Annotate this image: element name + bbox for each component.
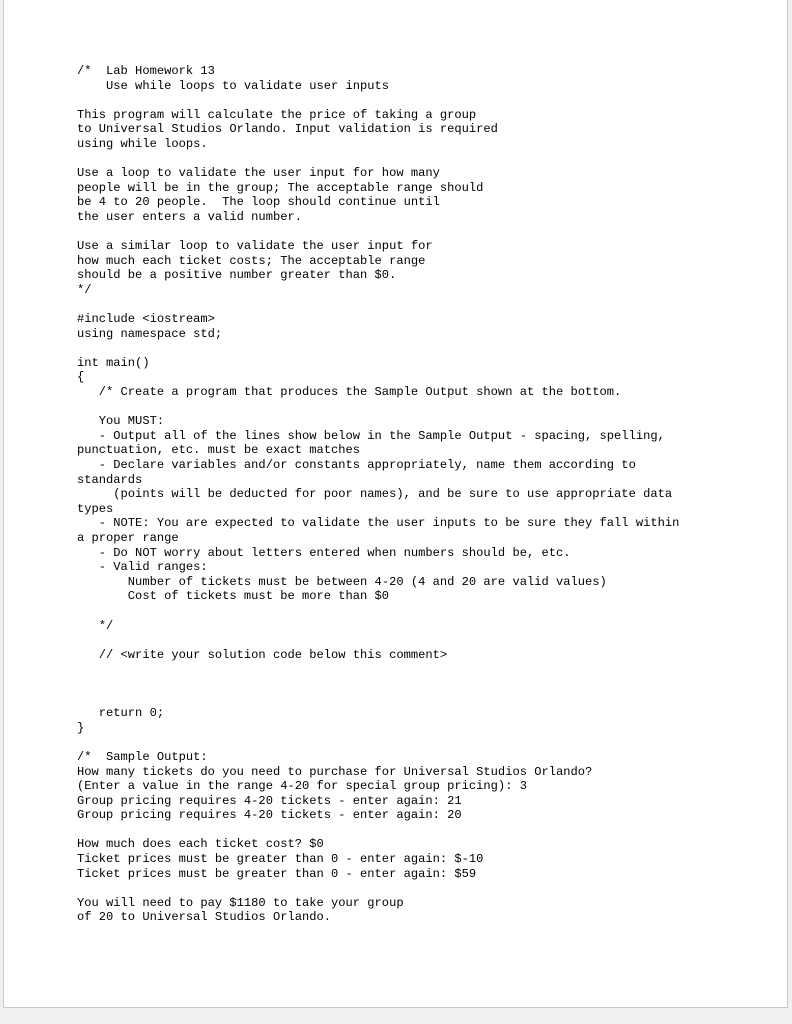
code-line: using namespace std; — [77, 326, 223, 341]
code-line: be 4 to 20 people. The loop should continue until — [77, 195, 440, 210]
code-line: Group pricing requires 4-20 tickets - enter again: 20 — [77, 808, 462, 823]
code-line: Group pricing requires 4-20 tickets - enter again: 21 — [77, 793, 462, 808]
code-line: a proper range — [77, 531, 179, 545]
code-line: How many tickets do you need to purchase for Universal Studios Orlando? — [77, 764, 593, 779]
code-line — [77, 735, 679, 750]
code-line: Use a loop to validate the user input for how many — [77, 166, 440, 181]
code-line: - Do NOT worry about letters entered when numbers should be, etc. — [77, 545, 571, 560]
code-line: This program will calculate the price of taking a group — [77, 107, 477, 122]
code-line — [77, 604, 679, 619]
code-line: punctuation, etc. must be exact matches — [77, 443, 361, 458]
code-line: You MUST: — [77, 414, 165, 429]
code-text-block — [77, 64, 679, 925]
code-line: /* Sample Output: — [77, 749, 208, 764]
code-line: - Output all of the lines show below in the Sample Output - spacing, spelling, — [77, 428, 665, 443]
code-line — [77, 400, 679, 415]
code-line: to Universal Studios Orlando. Input validation is required — [77, 122, 498, 137]
code-line: #include <iostream> — [77, 312, 215, 327]
code-line: /* Create a program that produces the Sample Output shown at the bottom. — [77, 385, 622, 400]
code-line: Ticket prices must be greater than 0 - enter again: $59 — [77, 866, 477, 881]
code-line: using while loops. — [77, 136, 208, 151]
code-line: Ticket prices must be greater than 0 - enter again: $-10 — [77, 852, 484, 867]
code-line: - Declare variables and/or constants appropriately, name them according to — [77, 458, 636, 473]
code-line — [77, 881, 679, 896]
code-line — [77, 662, 679, 677]
code-line: of 20 to Universal Studios Orlando. — [77, 910, 332, 925]
code-line: - Valid ranges: — [77, 560, 208, 575]
code-line: // <write your solution code below this comment> — [77, 647, 448, 662]
code-line — [77, 823, 679, 838]
code-line — [77, 225, 679, 240]
code-line: (points will be deducted for poor names), and be sure to use appropriate data — [77, 487, 673, 502]
code-line — [77, 692, 679, 707]
code-line: Use a similar loop to validate the user input for — [77, 239, 433, 254]
code-line: { — [77, 370, 85, 385]
code-line: How much does each ticket cost? $0 — [77, 837, 324, 852]
code-line: - NOTE: You are expected to validate the user inputs to be sure they fall within — [77, 516, 680, 531]
code-line: */ — [77, 282, 92, 297]
code-line: should be a positive number greater than $0. — [77, 268, 397, 283]
code-line: Use while loops to validate user inputs — [77, 78, 390, 93]
code-line: return 0; — [77, 706, 165, 721]
code-line: the user enters a valid number. — [77, 209, 302, 224]
code-line — [77, 341, 679, 356]
code-line — [77, 633, 679, 648]
code-line — [77, 152, 679, 167]
code-line: how much each ticket costs; The acceptable range — [77, 253, 426, 268]
document-page — [3, 0, 788, 1008]
code-line: */ — [77, 618, 114, 633]
code-line: /* Lab Homework 13 — [77, 64, 215, 78]
code-line: Cost of tickets must be more than $0 — [77, 589, 390, 604]
code-line: int main() — [77, 355, 150, 370]
code-line: Number of tickets must be between 4-20 (4 and 20 are valid values) — [77, 574, 607, 589]
code-line — [77, 93, 679, 108]
code-line: You will need to pay $1180 to take your group — [77, 895, 404, 910]
code-line: standards — [77, 472, 143, 487]
code-line — [77, 298, 679, 313]
code-line: types — [77, 501, 114, 516]
code-line: people will be in the group; The acceptable range should — [77, 180, 484, 195]
code-line — [77, 677, 679, 692]
code-line: (Enter a value in the range 4-20 for special group pricing): 3 — [77, 779, 527, 794]
code-line: } — [77, 720, 85, 735]
